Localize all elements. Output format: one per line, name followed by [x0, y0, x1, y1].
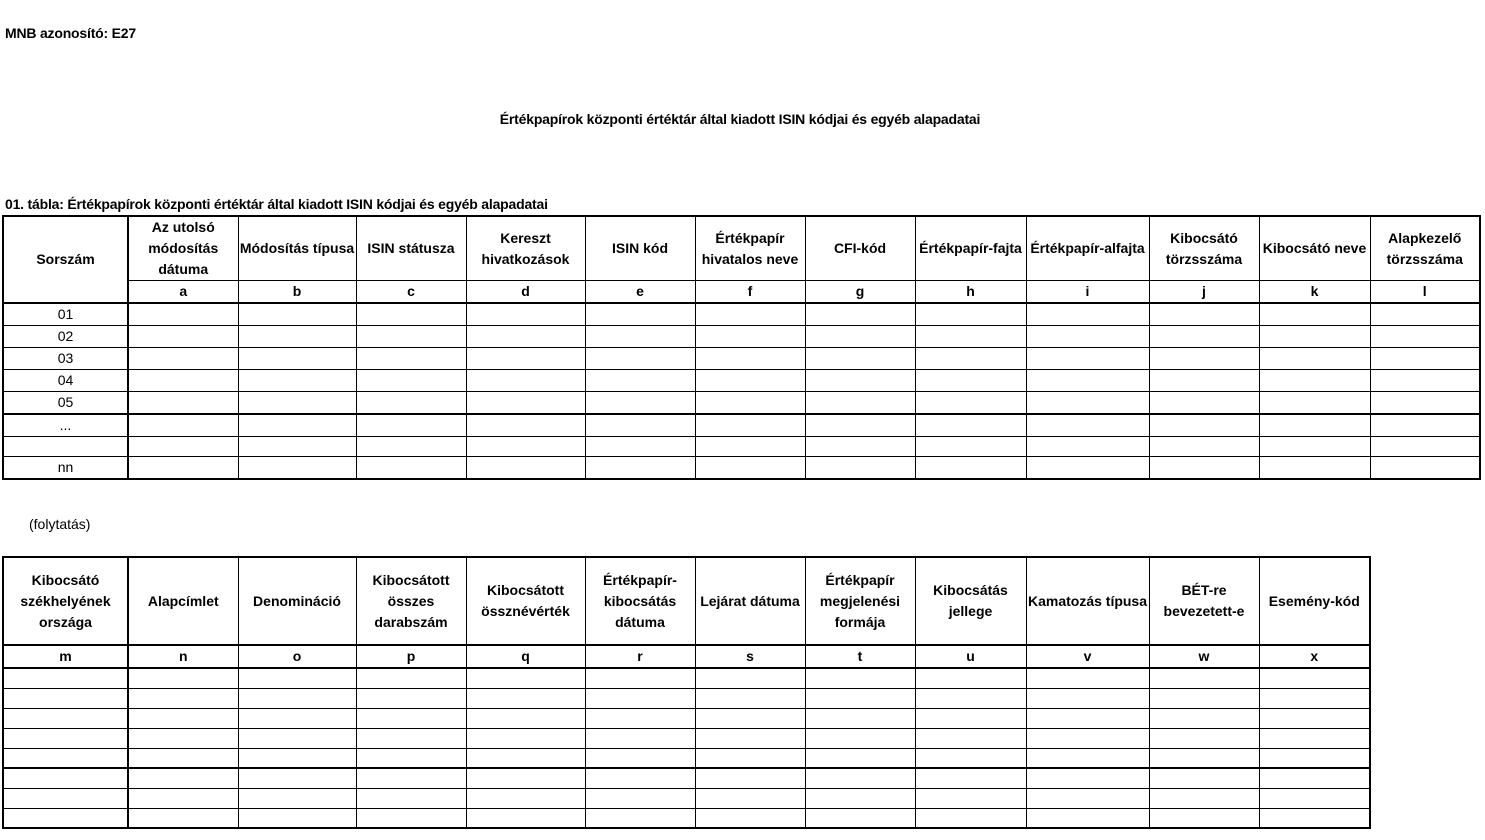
data-cell[interactable] [915, 457, 1026, 480]
data-cell[interactable] [238, 808, 356, 828]
data-cell[interactable] [238, 688, 356, 708]
data-cell[interactable] [3, 808, 128, 828]
data-cell[interactable] [695, 414, 805, 437]
data-cell[interactable] [356, 437, 466, 457]
column-letter: q [466, 645, 585, 668]
data-cell[interactable] [805, 348, 915, 370]
table-row [3, 370, 1480, 392]
column-header: Alapkezelő törzsszáma [1370, 216, 1480, 281]
column-header: Értékpapír megjelenési formája [805, 557, 915, 645]
data-cell[interactable] [128, 437, 238, 457]
data-cell[interactable] [1026, 303, 1149, 326]
continuation-table [2, 556, 1371, 829]
table-row [3, 392, 1480, 415]
column-header: Értékpapír-kibocsátás dátuma [585, 557, 695, 645]
data-cell[interactable] [1259, 370, 1370, 392]
data-cell[interactable] [128, 808, 238, 828]
data-cell[interactable] [805, 688, 915, 708]
data-cell[interactable] [1026, 326, 1149, 348]
data-cell[interactable] [466, 808, 585, 828]
data-cell[interactable] [1259, 728, 1370, 748]
data-cell[interactable] [356, 414, 466, 437]
column-header: Lejárat dátuma [695, 557, 805, 645]
column-header: Denomináció [238, 557, 356, 645]
data-cell[interactable] [1370, 392, 1480, 415]
column-letter: f [695, 281, 805, 304]
data-cell[interactable] [915, 370, 1026, 392]
data-cell[interactable] [585, 392, 695, 415]
table-row [3, 748, 1370, 768]
data-cell[interactable] [1149, 688, 1259, 708]
row-number: 05 [3, 392, 128, 415]
data-cell[interactable] [1149, 457, 1259, 480]
table-row [3, 788, 1370, 808]
data-cell[interactable] [1259, 348, 1370, 370]
data-cell[interactable] [1026, 768, 1149, 788]
table-title: 01. tábla: Értékpapírok központi értéktár által kiadott ISIN kódjai és egyéb alapadatai [5, 196, 548, 212]
row-number: 04 [3, 370, 128, 392]
data-cell[interactable] [128, 768, 238, 788]
data-cell[interactable] [238, 370, 356, 392]
data-cell[interactable] [1259, 688, 1370, 708]
data-cell[interactable] [1026, 668, 1149, 688]
column-letter: u [915, 645, 1026, 668]
column-letter: e [585, 281, 695, 304]
data-cell[interactable] [1370, 370, 1480, 392]
data-cell[interactable] [1149, 348, 1259, 370]
column-header: Kereszt hivatkozások [466, 216, 585, 281]
table-row [3, 437, 1480, 457]
data-cell[interactable] [585, 808, 695, 828]
data-cell[interactable] [1259, 414, 1370, 437]
data-cell[interactable] [805, 768, 915, 788]
data-cell[interactable] [466, 668, 585, 688]
data-cell[interactable] [695, 303, 805, 326]
data-cell[interactable] [238, 437, 356, 457]
data-cell[interactable] [805, 370, 915, 392]
data-cell[interactable] [1259, 303, 1370, 326]
data-cell[interactable] [695, 788, 805, 808]
data-cell[interactable] [695, 370, 805, 392]
column-header: Értékpapír-fajta [915, 216, 1026, 281]
data-cell[interactable] [915, 414, 1026, 437]
data-cell[interactable] [585, 708, 695, 728]
data-cell[interactable] [238, 392, 356, 415]
data-cell[interactable] [1149, 370, 1259, 392]
data-cell[interactable] [1026, 688, 1149, 708]
data-cell[interactable] [238, 348, 356, 370]
data-cell[interactable] [915, 748, 1026, 768]
data-cell[interactable] [1259, 768, 1370, 788]
data-cell[interactable] [1149, 768, 1259, 788]
data-cell[interactable] [1026, 748, 1149, 768]
mnb-identifier: MNB azonosító: E27 [5, 25, 136, 41]
data-cell[interactable] [915, 708, 1026, 728]
data-cell[interactable] [466, 688, 585, 708]
column-header: Kibocsátott össznévérték [466, 557, 585, 645]
column-header: Kamatozás típusa [1026, 557, 1149, 645]
continuation-note: (folytatás) [29, 516, 91, 532]
data-cell[interactable] [1259, 708, 1370, 728]
column-header: Kibocsátó székhelyének országa [3, 557, 128, 645]
table-row [3, 457, 1480, 480]
data-cell[interactable] [1026, 728, 1149, 748]
data-cell[interactable] [128, 414, 238, 437]
data-cell[interactable] [585, 457, 695, 480]
row-number: ... [3, 414, 128, 437]
column-letter: h [915, 281, 1026, 304]
data-cell[interactable] [1149, 392, 1259, 415]
data-cell[interactable] [3, 748, 128, 768]
data-cell[interactable] [695, 326, 805, 348]
data-cell[interactable] [1026, 708, 1149, 728]
letter-row [3, 645, 1370, 668]
data-cell[interactable] [3, 708, 128, 728]
data-cell[interactable] [128, 708, 238, 728]
data-cell[interactable] [238, 768, 356, 788]
data-cell[interactable] [238, 326, 356, 348]
data-cell[interactable] [695, 748, 805, 768]
column-letter: s [695, 645, 805, 668]
data-cell[interactable] [1026, 788, 1149, 808]
data-cell[interactable] [128, 688, 238, 708]
data-cell[interactable] [1370, 348, 1480, 370]
data-cell[interactable] [1259, 668, 1370, 688]
data-cell[interactable] [1259, 748, 1370, 768]
data-cell[interactable] [1149, 728, 1259, 748]
data-cell[interactable] [1370, 303, 1480, 326]
data-cell[interactable] [466, 392, 585, 415]
data-cell[interactable] [585, 688, 695, 708]
data-cell[interactable] [805, 808, 915, 828]
data-cell[interactable] [466, 708, 585, 728]
column-letter: d [466, 281, 585, 304]
data-cell[interactable] [1149, 708, 1259, 728]
data-cell[interactable] [3, 788, 128, 808]
data-cell[interactable] [128, 326, 238, 348]
data-cell[interactable] [356, 392, 466, 415]
row-number: 03 [3, 348, 128, 370]
data-cell[interactable] [915, 808, 1026, 828]
row-number: 02 [3, 326, 128, 348]
data-cell[interactable] [915, 348, 1026, 370]
data-cell[interactable] [1370, 437, 1480, 457]
data-cell[interactable] [466, 370, 585, 392]
column-header: Alapcímlet [128, 557, 238, 645]
data-cell[interactable] [915, 688, 1026, 708]
data-cell[interactable] [695, 688, 805, 708]
data-cell[interactable] [356, 688, 466, 708]
column-header: ISIN kód [585, 216, 695, 281]
column-header: CFI-kód [805, 216, 915, 281]
data-cell[interactable] [695, 808, 805, 828]
data-cell[interactable] [1026, 392, 1149, 415]
data-cell[interactable] [915, 392, 1026, 415]
data-cell[interactable] [466, 437, 585, 457]
data-cell[interactable] [1259, 326, 1370, 348]
table-row [3, 303, 1480, 326]
column-letter: r [585, 645, 695, 668]
data-cell[interactable] [915, 326, 1026, 348]
data-cell[interactable] [585, 788, 695, 808]
data-cell[interactable] [238, 457, 356, 480]
data-cell[interactable] [466, 326, 585, 348]
data-cell[interactable] [238, 788, 356, 808]
data-cell[interactable] [915, 668, 1026, 688]
data-cell[interactable] [915, 303, 1026, 326]
data-cell[interactable] [915, 768, 1026, 788]
column-header: BÉT-re bevezetett-e [1149, 557, 1259, 645]
data-cell[interactable] [1026, 414, 1149, 437]
data-cell[interactable] [695, 348, 805, 370]
data-cell[interactable] [695, 668, 805, 688]
data-cell[interactable] [1026, 808, 1149, 828]
data-cell[interactable] [356, 748, 466, 768]
data-cell[interactable] [356, 303, 466, 326]
data-cell[interactable] [128, 392, 238, 415]
data-cell[interactable] [3, 688, 128, 708]
data-cell[interactable] [1259, 437, 1370, 457]
column-letter: c [356, 281, 466, 304]
data-cell[interactable] [128, 728, 238, 748]
main-table [2, 215, 1481, 480]
data-cell[interactable] [1149, 668, 1259, 688]
document-title: Értékpapírok központi értéktár által kiadott ISIN kódjai és egyéb alapadatai [499, 111, 981, 127]
data-cell[interactable] [466, 303, 585, 326]
column-letter: l [1370, 281, 1480, 304]
column-letter: x [1259, 645, 1370, 668]
data-cell[interactable] [585, 326, 695, 348]
data-cell[interactable] [356, 708, 466, 728]
column-letter: j [1149, 281, 1259, 304]
data-cell[interactable] [3, 768, 128, 788]
letter-row [3, 281, 1480, 304]
data-cell[interactable] [695, 392, 805, 415]
data-cell[interactable] [356, 668, 466, 688]
column-header: Módosítás típusa [238, 216, 356, 281]
data-cell[interactable] [238, 748, 356, 768]
data-cell[interactable] [695, 728, 805, 748]
row-number [3, 437, 128, 457]
data-cell[interactable] [915, 788, 1026, 808]
table-row [3, 728, 1370, 748]
column-letter: b [238, 281, 356, 304]
row-number: 01 [3, 303, 128, 326]
data-cell[interactable] [1149, 748, 1259, 768]
data-cell[interactable] [128, 370, 238, 392]
data-cell[interactable] [3, 668, 128, 688]
column-header: Kibocsátó törzsszáma [1149, 216, 1259, 281]
data-cell[interactable] [466, 788, 585, 808]
data-cell[interactable] [1026, 348, 1149, 370]
data-cell[interactable] [805, 326, 915, 348]
data-cell[interactable] [238, 303, 356, 326]
data-cell[interactable] [695, 708, 805, 728]
data-cell[interactable] [1149, 414, 1259, 437]
data-cell[interactable] [915, 728, 1026, 748]
data-cell[interactable] [915, 437, 1026, 457]
data-cell[interactable] [805, 668, 915, 688]
data-cell[interactable] [356, 768, 466, 788]
data-cell[interactable] [1149, 808, 1259, 828]
data-cell[interactable] [238, 708, 356, 728]
data-cell[interactable] [356, 728, 466, 748]
column-letter: g [805, 281, 915, 304]
data-cell[interactable] [238, 728, 356, 748]
column-letter: p [356, 645, 466, 668]
table-row [3, 668, 1370, 688]
data-cell[interactable] [585, 437, 695, 457]
data-cell[interactable] [128, 788, 238, 808]
data-cell[interactable] [356, 326, 466, 348]
table-row [3, 348, 1480, 370]
data-cell[interactable] [805, 788, 915, 808]
column-letter: n [128, 645, 238, 668]
data-cell[interactable] [128, 748, 238, 768]
data-cell[interactable] [585, 414, 695, 437]
data-cell[interactable] [585, 668, 695, 688]
data-cell[interactable] [1026, 437, 1149, 457]
data-cell[interactable] [356, 808, 466, 828]
table-row [3, 688, 1370, 708]
data-cell[interactable] [1259, 392, 1370, 415]
column-header: Értékpapír-alfajta [1026, 216, 1149, 281]
column-letter: m [3, 645, 128, 668]
data-cell[interactable] [128, 457, 238, 480]
column-letter: a [128, 281, 238, 304]
data-cell[interactable] [356, 370, 466, 392]
data-cell[interactable] [585, 370, 695, 392]
data-cell[interactable] [466, 414, 585, 437]
data-cell[interactable] [1149, 303, 1259, 326]
data-cell[interactable] [805, 414, 915, 437]
data-cell[interactable] [1149, 437, 1259, 457]
data-cell[interactable] [585, 748, 695, 768]
data-cell[interactable] [356, 457, 466, 480]
data-cell[interactable] [3, 728, 128, 748]
data-cell[interactable] [1370, 414, 1480, 437]
header-row [3, 216, 1480, 281]
column-letter: k [1259, 281, 1370, 304]
column-header: ISIN státusza [356, 216, 466, 281]
data-cell[interactable] [128, 668, 238, 688]
data-cell[interactable] [1259, 457, 1370, 480]
column-header: Értékpapír hivatalos neve [695, 216, 805, 281]
data-cell[interactable] [1370, 326, 1480, 348]
table-row [3, 414, 1480, 437]
data-cell[interactable] [805, 392, 915, 415]
data-cell[interactable] [695, 437, 805, 457]
data-cell[interactable] [466, 728, 585, 748]
data-cell[interactable] [805, 748, 915, 768]
data-cell[interactable] [805, 457, 915, 480]
data-cell[interactable] [805, 437, 915, 457]
column-letter: t [805, 645, 915, 668]
data-cell[interactable] [695, 768, 805, 788]
data-cell[interactable] [585, 303, 695, 326]
data-cell[interactable] [466, 748, 585, 768]
data-cell[interactable] [805, 708, 915, 728]
data-cell[interactable] [238, 668, 356, 688]
data-cell[interactable] [1026, 457, 1149, 480]
table-row [3, 808, 1370, 828]
column-header: Kibocsátott összes darabszám [356, 557, 466, 645]
header-row [3, 557, 1370, 645]
data-cell[interactable] [585, 768, 695, 788]
data-cell[interactable] [585, 728, 695, 748]
data-cell[interactable] [128, 303, 238, 326]
data-cell[interactable] [805, 303, 915, 326]
table-row [3, 768, 1370, 788]
column-letter: w [1149, 645, 1259, 668]
column-header-sorszam: Sorszám [3, 216, 128, 303]
column-header: Kibocsátás jellege [915, 557, 1026, 645]
row-number: nn [3, 457, 128, 480]
data-cell[interactable] [356, 348, 466, 370]
data-cell[interactable] [1259, 788, 1370, 808]
data-cell[interactable] [466, 457, 585, 480]
data-cell[interactable] [128, 348, 238, 370]
data-cell[interactable] [1370, 457, 1480, 480]
data-cell[interactable] [466, 348, 585, 370]
data-cell[interactable] [695, 457, 805, 480]
data-cell[interactable] [1149, 788, 1259, 808]
table-row [3, 708, 1370, 728]
data-cell[interactable] [1149, 326, 1259, 348]
column-header: Az utolsó módosítás dátuma [128, 216, 238, 281]
data-cell[interactable] [1026, 370, 1149, 392]
column-letter: i [1026, 281, 1149, 304]
column-letter: o [238, 645, 356, 668]
data-cell[interactable] [356, 788, 466, 808]
table-row [3, 326, 1480, 348]
column-letter: v [1026, 645, 1149, 668]
column-header: Esemény-kód [1259, 557, 1370, 645]
data-cell[interactable] [238, 414, 356, 437]
data-cell[interactable] [805, 728, 915, 748]
data-cell[interactable] [1259, 808, 1370, 828]
column-header: Kibocsátó neve [1259, 216, 1370, 281]
data-cell[interactable] [466, 768, 585, 788]
data-cell[interactable] [585, 348, 695, 370]
